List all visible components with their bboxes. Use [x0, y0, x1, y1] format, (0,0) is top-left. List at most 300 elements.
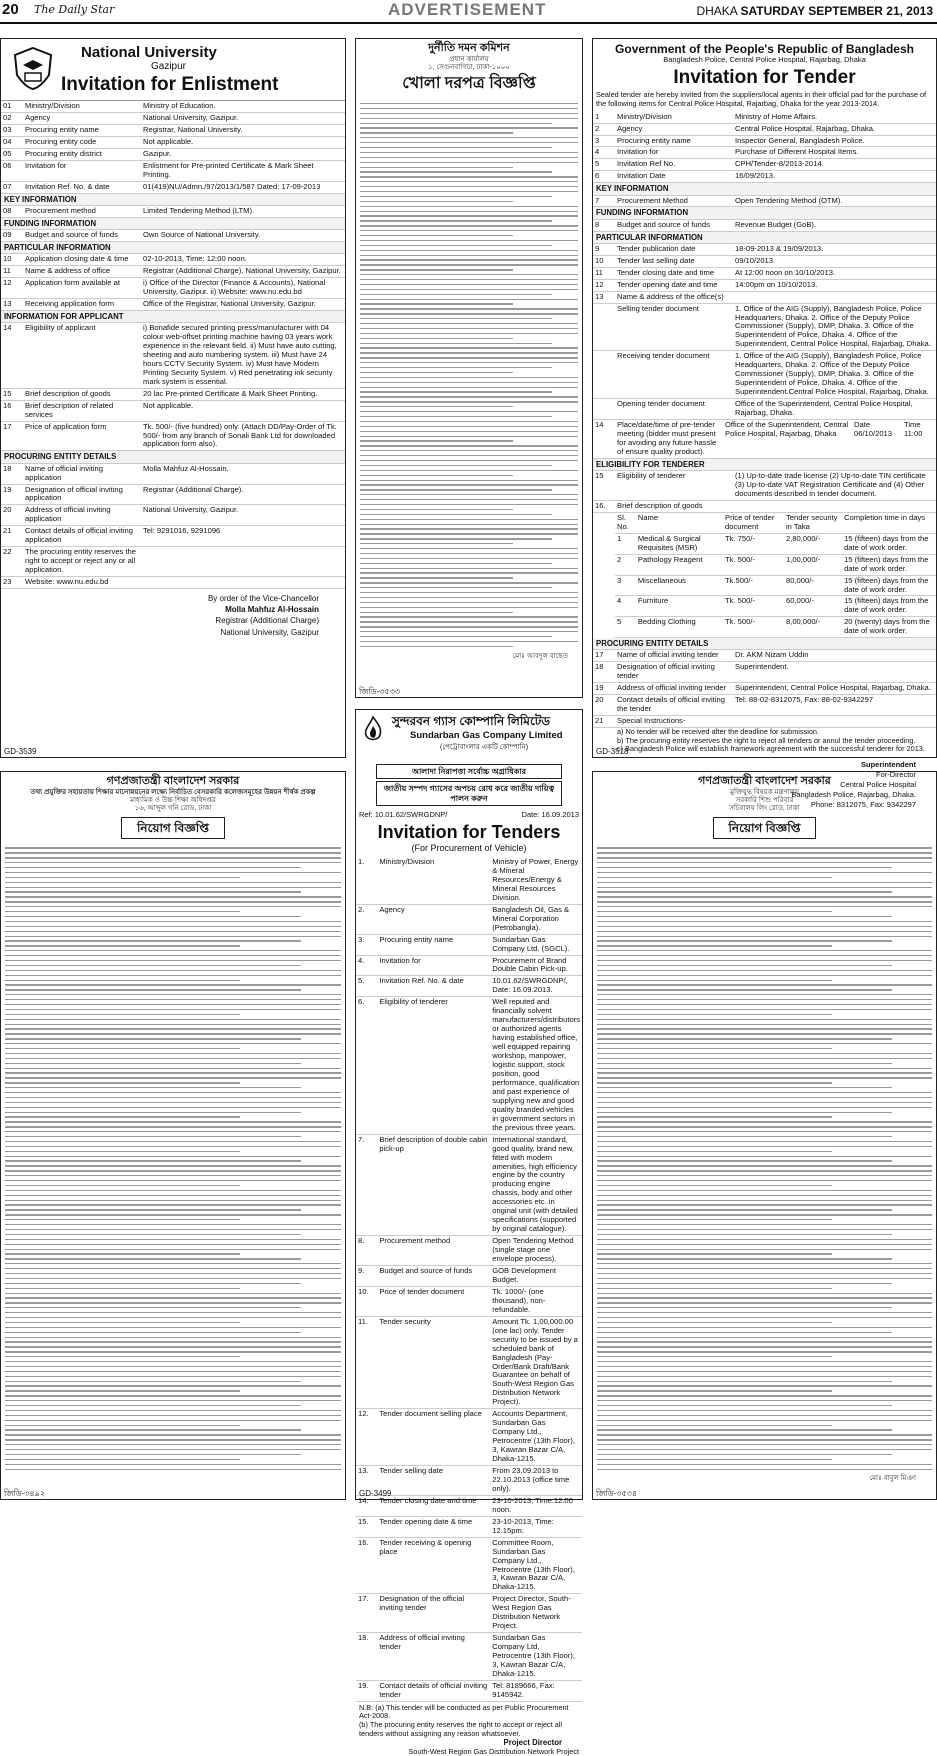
text-line-placeholder	[5, 1405, 301, 1406]
pol-goods-header: Completion time in days	[842, 513, 936, 533]
text-line-placeholder	[5, 1293, 341, 1294]
bd-heading: নিয়োগ বিজ্ঞপ্তি	[121, 817, 225, 839]
text-line-placeholder	[5, 1146, 341, 1147]
sgc-row	[356, 857, 582, 904]
pol-date-label: Date	[854, 420, 870, 429]
text-line-placeholder	[5, 911, 240, 912]
text-line-placeholder	[597, 1381, 892, 1382]
sgc-row	[356, 976, 582, 997]
text-line-placeholder	[5, 1229, 341, 1230]
sgc-row-label: Eligibility of tenderer	[377, 997, 490, 1134]
pol-goods-cell: Tk. 500/-	[723, 596, 784, 617]
pol-row-number: 3	[593, 135, 615, 147]
nu-row-value: National University, Gazipur.	[141, 112, 345, 124]
text-line-placeholder	[360, 582, 578, 583]
nu-row	[1, 160, 345, 181]
text-line-placeholder	[597, 1156, 932, 1157]
text-line-placeholder	[597, 1112, 892, 1113]
text-line-placeholder	[5, 1302, 341, 1303]
text-line-placeholder	[5, 1141, 341, 1142]
sgc-row	[356, 1680, 582, 1701]
text-line-placeholder	[5, 1024, 341, 1025]
pol-goods-cell: 15 (fifteen) days from the date of work order.	[842, 533, 936, 554]
sgc-row-value: Sundarban Gas Company Ltd, Petrocentre (13th Floor), 3, Kawran Bazar C/A, Dhaka-1215.	[490, 1633, 582, 1681]
nu-row-number: 11	[1, 266, 23, 278]
pol-goods-row	[615, 596, 936, 617]
nu-section-funding: FUNDING INFORMATION	[1, 218, 345, 230]
text-line-placeholder	[597, 862, 932, 863]
nu-row-number: 18	[1, 464, 23, 484]
text-line-placeholder	[5, 1278, 341, 1279]
text-line-placeholder	[597, 1116, 832, 1117]
text-line-placeholder	[5, 1449, 341, 1450]
nu-row	[1, 388, 345, 400]
nu-row-value: Not applicable.	[141, 136, 345, 148]
text-line-placeholder	[5, 931, 341, 932]
text-line-placeholder	[5, 1087, 301, 1088]
nu-row	[1, 464, 345, 484]
pol-goods-cell: 80,000/-	[784, 575, 842, 596]
sundarban-gas-ad	[355, 709, 583, 1500]
text-line-placeholder	[5, 906, 341, 907]
text-line-placeholder	[5, 975, 341, 976]
pol-row-value: 1. Office of the AIG (Supply), Bangladesh Police, Police Headquarters, Dhaka. 2. Office of the Deputy Police Commissioner (Supply), DMP, Dhaka. 3. Office of the Superintendent of Police, Dhaka. 4. Office of the Superintendent, Central Police Hospital, Rajarbag, Dhaka.	[733, 303, 936, 351]
text-line-placeholder	[360, 563, 552, 564]
text-line-placeholder	[360, 259, 578, 260]
nu-row	[1, 181, 345, 193]
pol-goods-cell: Tk. 500/-	[723, 617, 784, 638]
nu-header	[1, 39, 345, 101]
sgc-row-value: Well reputed and financially solvent manufacturers/distributors or authorized agents having established office, well equipped repairing workshop, manpower, logistic support, stock position, good performance, qualification and past experience of supplying new and good quality branded vehicles in government sectors in the previous three years.	[490, 997, 582, 1134]
pol-row-value: Office of the Superintendent, Central Police Hospital, Rajarbag, Dhaka	[723, 420, 852, 458]
pol-row	[593, 351, 936, 399]
text-line-placeholder	[360, 538, 552, 539]
text-line-placeholder	[5, 1043, 341, 1044]
pol-row-label: Name & address of the office(s)	[615, 291, 733, 303]
nu-row-label: Designation of official inviting application	[23, 484, 141, 505]
text-line-placeholder	[5, 1038, 301, 1039]
text-line-placeholder	[5, 1190, 341, 1191]
mol-title: গণপ্রজাতন্ত্রী বাংলাদেশ সরকার	[593, 772, 936, 789]
text-line-placeholder	[597, 1253, 832, 1254]
nu-sign-org: National University, Gazipur	[1, 627, 319, 638]
text-line-placeholder	[5, 1116, 240, 1117]
nu-row-value	[141, 547, 345, 577]
sgc-row-label: Agency	[377, 904, 490, 934]
pol-row	[593, 695, 936, 716]
text-line-placeholder	[5, 1244, 341, 1245]
sgc-row-number: 1.	[356, 857, 377, 904]
text-line-placeholder	[5, 1376, 341, 1377]
text-line-placeholder	[5, 852, 341, 853]
pol-row	[593, 123, 936, 135]
pol-goods-cell: 20 (twenty) days from the date of work order.	[842, 617, 936, 638]
sgc-sign-project: South-West Region Gas Distribution Network Project	[356, 1748, 582, 1756]
nu-row-number: 15	[1, 388, 23, 400]
nu-row-number: 21	[1, 526, 23, 547]
text-line-placeholder	[360, 255, 578, 256]
text-line-placeholder	[597, 1415, 932, 1416]
pol-instructions	[593, 728, 936, 754]
nu-row-number: 02	[1, 112, 23, 124]
nu-gd-number: GD-3539	[4, 747, 36, 756]
text-line-placeholder	[360, 201, 513, 202]
text-line-placeholder	[5, 887, 341, 888]
text-line-placeholder	[5, 994, 341, 995]
pol-goods-cell: 2,80,000/-	[784, 533, 842, 554]
pol-row-number	[593, 351, 615, 399]
sgc-date: Date: 16.09.2013	[521, 811, 579, 820]
text-line-placeholder	[5, 882, 341, 883]
pol-row-number: 18	[593, 662, 615, 683]
text-line-placeholder	[360, 299, 578, 300]
text-line-placeholder	[5, 1410, 341, 1411]
nu-row-label: Price of application form	[23, 421, 141, 451]
dateline-city: DHAKA	[696, 4, 737, 18]
text-line-placeholder	[597, 1214, 932, 1215]
pol-row-value	[733, 716, 936, 728]
text-line-placeholder	[5, 1068, 341, 1069]
nu-row-label: The procuring entity reserves the right to accept or reject any or all application.	[23, 547, 141, 577]
text-line-placeholder	[360, 440, 513, 441]
text-line-placeholder	[360, 636, 552, 637]
text-line-placeholder	[597, 1327, 932, 1328]
text-line-placeholder	[5, 1381, 301, 1382]
pol-row	[593, 135, 936, 147]
pol-goods-cell: 15 (fifteen) days from the date of work order.	[842, 554, 936, 575]
pol-row-number: 4	[593, 147, 615, 159]
text-line-placeholder	[360, 621, 578, 622]
sgc-table	[356, 857, 582, 1702]
text-line-placeholder	[597, 1180, 932, 1181]
nu-row-label: Procurement method	[23, 206, 141, 217]
text-line-placeholder	[597, 1048, 832, 1049]
sgc-row-value: Sundarban Gas Company Ltd. (SGCL).	[490, 934, 582, 955]
pol-row	[593, 399, 936, 420]
bd-title: গণপ্রজাতন্ত্রী বাংলাদেশ সরকার	[1, 772, 345, 789]
text-line-placeholder	[360, 284, 578, 285]
text-line-placeholder	[5, 1107, 341, 1108]
pol-row-number: 19	[593, 683, 615, 695]
text-line-placeholder	[5, 1200, 341, 1201]
pol-row-number: 21	[593, 716, 615, 728]
sgc-sign-title: Project Director	[356, 1738, 582, 1747]
nu-row-value: Tk. 500/- (five hundred) only. (Attach DD/Pay-Order of Tk. 500/- from any branch of Sonali Bank Ltd for downloaded application form also).	[141, 421, 345, 451]
pol-row-number: 17	[593, 650, 615, 661]
text-line-placeholder	[360, 343, 552, 344]
text-line-placeholder	[597, 1058, 932, 1059]
text-line-placeholder	[597, 1434, 932, 1435]
text-line-placeholder	[597, 1312, 932, 1313]
sgc-row-label: Designation of the official inviting tender	[377, 1594, 490, 1633]
text-line-placeholder	[597, 1351, 932, 1352]
nu-row-number: 07	[1, 181, 23, 193]
nu-row-number: 12	[1, 278, 23, 299]
sgc-row-number: 8.	[356, 1236, 377, 1266]
pol-row-label: Designation of official inviting tender	[615, 662, 733, 683]
text-line-placeholder	[5, 1014, 240, 1015]
text-line-placeholder	[360, 436, 578, 437]
nu-heading: Invitation for Enlistment	[61, 74, 278, 96]
nu-row-number: 20	[1, 505, 23, 526]
text-line-placeholder	[597, 1346, 932, 1347]
text-line-placeholder	[360, 499, 578, 500]
text-line-placeholder	[597, 1009, 932, 1010]
text-line-placeholder	[597, 1204, 932, 1205]
pol-goods-cell: 15 (fifteen) days from the date of work order.	[842, 596, 936, 617]
text-line-placeholder	[597, 1131, 932, 1132]
nu-table-1	[1, 101, 345, 194]
acc-heading: খোলা দরপত্র বিজ্ঞপ্তি	[356, 72, 582, 97]
pol-table-6	[593, 650, 936, 728]
text-line-placeholder	[360, 646, 513, 647]
text-line-placeholder	[360, 127, 578, 128]
text-line-placeholder	[597, 1356, 832, 1357]
text-line-placeholder	[5, 1180, 341, 1181]
sgc-row-value: Open Tendering Method (single stage one envelope process).	[490, 1236, 582, 1266]
pol-row-label: Contact details of official inviting the tender	[615, 695, 733, 716]
sgc-row-value: From 23.09.2013 to 22.10.2013 (office time only).	[490, 1466, 582, 1496]
nu-row-value: 01(419)NU/Admn./97/2013/1/587 Dated: 17-09-2013	[141, 181, 345, 193]
text-line-placeholder	[597, 965, 892, 966]
nu-row-value: National University, Gazipur.	[141, 505, 345, 526]
pol-row-value	[733, 291, 936, 303]
nu-row-number: 01	[1, 101, 23, 112]
mol-body-text	[593, 842, 936, 1476]
pol-row-value: Open Tendering Method (OTM).	[733, 196, 936, 207]
nu-row-value: Enlistment for Pre-printed Certificate & Mark Sheet Printing.	[141, 160, 345, 181]
nu-row-value: Limited Tendering Method (LTM).	[141, 206, 345, 217]
pol-row-value: 1. Office of the AIG (Supply), Bangladesh Police, Police Headquarters, Dhaka. 2. Office of the Deputy Police Commissioner (Supply), DMP, Dhaka. 3. Office of the Superintendent of Police, Dhaka. 4. Office of the Superintendent.Central Police Hospital, Rajarbag, Dhaka.	[733, 351, 936, 399]
sgc-row-number: 16.	[356, 1537, 377, 1594]
text-line-placeholder	[360, 607, 578, 608]
sgc-row-number: 17.	[356, 1594, 377, 1633]
sgc-row-number: 7.	[356, 1134, 377, 1235]
pol-row-value: 14:00pm on 10/10/2013.	[733, 279, 936, 291]
text-line-placeholder	[5, 891, 301, 892]
nu-signature	[1, 593, 345, 638]
pol-row	[593, 279, 936, 291]
text-line-placeholder	[360, 577, 513, 578]
text-line-placeholder	[5, 1288, 240, 1289]
pol-row-label: Tender last selling date	[615, 255, 733, 267]
sgc-row-value: Tel: 8189666, Fax: 9145942.	[490, 1680, 582, 1701]
text-line-placeholder	[360, 313, 578, 314]
sgc-row-value: Procurement of Brand Double Cabin Pick-up.	[490, 955, 582, 976]
text-line-placeholder	[597, 980, 832, 981]
newspaper-name: The Daily Star	[34, 3, 114, 16]
pol-goods-row	[615, 575, 936, 596]
text-line-placeholder	[360, 352, 578, 353]
text-line-placeholder	[597, 1273, 932, 1274]
text-line-placeholder	[5, 1131, 341, 1132]
nu-table-3	[1, 230, 345, 242]
pol-section-funding: FUNDING INFORMATION	[593, 207, 936, 219]
sgc-row-value: 10.01.62/SWRGDNP/, Date: 16.09.2013.	[490, 976, 582, 997]
pol-row	[593, 147, 936, 159]
text-line-placeholder	[360, 558, 578, 559]
text-line-placeholder	[597, 950, 932, 951]
pol-row-number: 9	[593, 244, 615, 255]
text-line-placeholder	[5, 1317, 341, 1318]
nu-row-number: 13	[1, 298, 23, 310]
text-line-placeholder	[5, 1156, 341, 1157]
text-line-placeholder	[360, 411, 578, 412]
text-line-placeholder	[597, 1151, 832, 1152]
text-line-placeholder	[5, 1009, 341, 1010]
text-line-placeholder	[5, 1444, 341, 1445]
pol-goods-cell: Tk. 500/-	[723, 554, 784, 575]
nu-row-label: Website: www.nu.edu.bd	[23, 577, 141, 589]
text-line-placeholder	[360, 612, 513, 613]
text-line-placeholder	[597, 1307, 892, 1308]
text-line-placeholder	[5, 1400, 341, 1401]
text-line-placeholder	[597, 1249, 932, 1250]
sgc-subtitle: (পেট্রোবাংলার একটি কোম্পানি)	[440, 744, 528, 752]
nu-table-5	[1, 323, 345, 451]
pol-sign-for: For-Director	[593, 770, 916, 780]
text-line-placeholder	[597, 1263, 932, 1264]
text-line-placeholder	[360, 328, 578, 329]
text-line-placeholder	[5, 1165, 341, 1166]
pol-row-value: Dr. AKM Nizam Uddin	[733, 650, 936, 661]
text-line-placeholder	[597, 999, 932, 1000]
pol-row	[593, 291, 936, 303]
text-line-placeholder	[5, 872, 341, 873]
pol-goods-cell: Miscellaneous	[636, 575, 723, 596]
nu-row	[1, 323, 345, 388]
pol-row-label: Ministry/Division	[615, 112, 733, 123]
text-line-placeholder	[5, 1263, 341, 1264]
text-line-placeholder	[360, 631, 578, 632]
sgc-title-bangla: সুন্দরবন গ্যাস কোম্পানি লিমিটেড	[392, 714, 550, 728]
text-line-placeholder	[5, 1102, 341, 1103]
text-line-placeholder	[597, 896, 932, 897]
text-line-placeholder	[360, 480, 578, 481]
text-line-placeholder	[360, 382, 578, 383]
sgc-row-label: Address of official inviting tender	[377, 1633, 490, 1681]
text-line-placeholder	[360, 303, 513, 304]
sgc-slogan-2: জাতীয় সম্পদ গ্যাসের অপচয় রোধ করে জাতীয় দায়িত্ব পালন করুন	[376, 781, 562, 806]
sgc-row-label: Invitation Ref. No. & date	[377, 976, 490, 997]
pol-row-value: Purchase of Different Hospital Items.	[733, 147, 936, 159]
text-line-placeholder	[5, 1126, 341, 1127]
text-line-placeholder	[5, 926, 341, 927]
text-line-placeholder	[360, 401, 578, 402]
nu-row-number: 10	[1, 254, 23, 265]
text-line-placeholder	[5, 1033, 341, 1034]
text-line-placeholder	[5, 1170, 341, 1171]
sgc-nb: N.B: (a) This tender will be conducted as per Public Procurement Act-2008.	[356, 1702, 582, 1721]
pol-row-value: 16/09/2013.	[733, 171, 936, 183]
text-line-placeholder	[597, 1175, 932, 1176]
text-line-placeholder	[597, 1224, 932, 1225]
text-line-placeholder	[597, 1068, 932, 1069]
text-line-placeholder	[360, 396, 578, 397]
pol-goods-cell: 1	[615, 533, 636, 554]
text-line-placeholder	[360, 553, 578, 554]
pol-row	[593, 267, 936, 279]
text-line-placeholder	[5, 940, 301, 941]
bd-gd-number: জিডি-৩৪৯২	[4, 1489, 45, 1498]
pol-row-value: At 12:00 noon on 10/10/2013.	[733, 267, 936, 279]
pol-goods-cell: 15 (fifteen) days from the date of work order.	[842, 575, 936, 596]
text-line-placeholder	[597, 1102, 932, 1103]
text-line-placeholder	[597, 1439, 932, 1440]
text-line-placeholder	[360, 123, 552, 124]
nu-row-value: 02-10-2013, Time: 12:00 noon.	[141, 254, 345, 265]
pol-row-label: Place/date/time of pre-tender meeting (bidder must present for avoiding any future hassle of ensure quality product).	[615, 420, 723, 458]
education-project-ad	[0, 771, 346, 1500]
sgc-ref-line	[356, 808, 582, 820]
text-line-placeholder	[360, 587, 552, 588]
text-line-placeholder	[5, 1273, 341, 1274]
text-line-placeholder	[360, 333, 578, 334]
text-line-placeholder	[597, 1376, 932, 1377]
text-line-placeholder	[597, 891, 892, 892]
nu-row-label: Application closing date & time	[23, 254, 141, 265]
text-line-placeholder	[5, 1219, 240, 1220]
pol-row-number: 20	[593, 695, 615, 716]
text-line-placeholder	[597, 970, 932, 971]
pol-goods-cell: Tk.500/-	[723, 575, 784, 596]
nu-row-label: Name of official inviting application	[23, 464, 141, 484]
nu-row-value: i) Office of the Director (Finance & Accounts), National University, Gazipur. ii) Website: www.nu.edu.bd	[141, 278, 345, 299]
text-line-placeholder	[597, 1028, 932, 1029]
text-line-placeholder	[597, 1297, 932, 1298]
pol-row-value: CPH/Tender-8/2013-2014.	[733, 159, 936, 171]
nu-row-number: 08	[1, 206, 23, 217]
sgc-heading: Invitation for Tenders	[356, 822, 582, 843]
nu-row-value: Own Source of National University.	[141, 230, 345, 241]
text-line-placeholder	[597, 1469, 932, 1470]
pol-goods-row	[615, 617, 936, 638]
pol-row-value: (1) Up-to-date trade license (2) Up-to-date TIN certificate (3) Up-to-date VAT Registration Certificate and (4) Other documents described in tender document.	[733, 471, 936, 500]
nu-row-label: Brief description of goods	[23, 388, 141, 400]
text-line-placeholder	[597, 1234, 892, 1235]
text-line-placeholder	[597, 1195, 932, 1196]
pol-row-label: Tender publication date	[615, 244, 733, 255]
text-line-placeholder	[360, 431, 578, 432]
sgc-row-label: Price of tender document	[377, 1286, 490, 1316]
text-line-placeholder	[5, 1082, 240, 1083]
acc-office: প্রধান কার্যালয়	[356, 56, 582, 64]
text-line-placeholder	[5, 1136, 301, 1137]
pol-row-label: Opening tender document	[615, 399, 733, 420]
pol-goods-cell: 60,000/-	[784, 596, 842, 617]
text-line-placeholder	[5, 1028, 341, 1029]
text-line-placeholder	[5, 1346, 341, 1347]
text-line-placeholder	[360, 597, 578, 598]
text-line-placeholder	[597, 901, 932, 902]
nu-row	[1, 577, 345, 589]
text-line-placeholder	[597, 1244, 932, 1245]
pol-row	[593, 255, 936, 267]
text-line-placeholder	[597, 1425, 832, 1426]
acc-gd-number: জিডি-৩৫৩৩	[359, 687, 400, 696]
pol-row-value: Office of the Superintendent, Central Police Hospital, Rajarbag, Dhaka.	[733, 399, 936, 420]
text-line-placeholder	[360, 519, 578, 520]
text-line-placeholder	[360, 533, 578, 534]
pol-table-3	[593, 220, 936, 232]
nu-row-number: 19	[1, 484, 23, 505]
sgc-row-number: 4.	[356, 955, 377, 976]
text-line-placeholder	[597, 1410, 932, 1411]
nu-row-value: Molla Mahfuz Al-Hossain.	[141, 464, 345, 484]
text-line-placeholder	[360, 152, 578, 153]
text-line-placeholder	[360, 186, 578, 187]
text-line-placeholder	[597, 1209, 892, 1210]
